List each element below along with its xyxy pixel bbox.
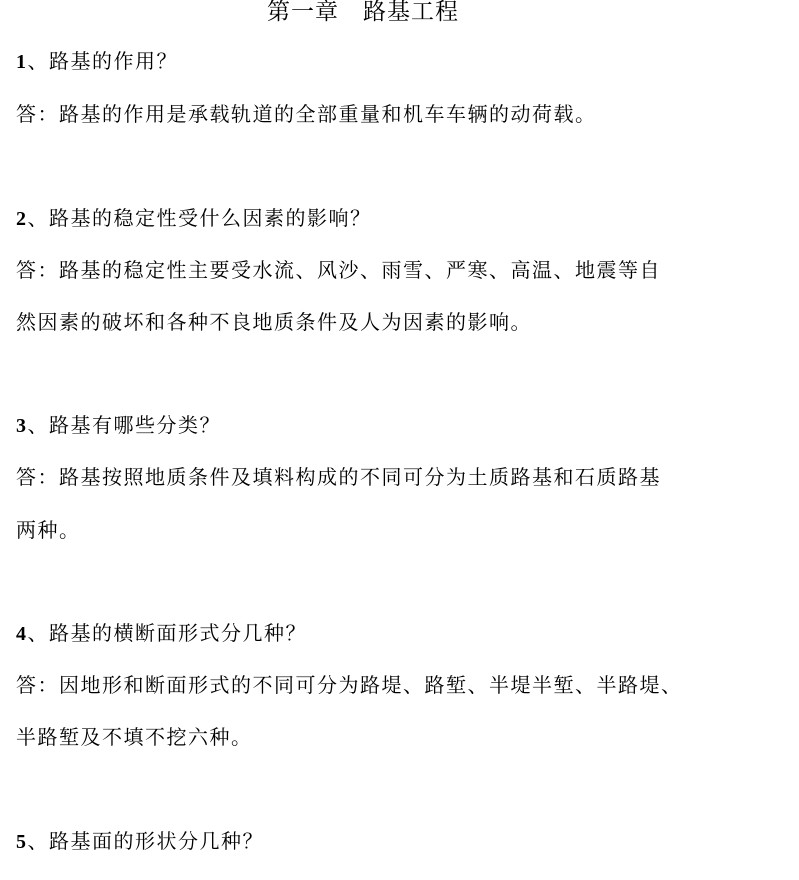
question-text: 、路基面的形状分几种？ — [27, 829, 264, 853]
answer-4-line-1: 答：因地形和断面形式的不同可分为路堤、路堑、半堤半堑、半路堤、 — [16, 673, 683, 697]
answer-2-line-2: 然因素的破坏和各种不良地质条件及人为因素的影响。 — [16, 310, 532, 334]
question-text: 、路基的稳定性受什么因素的影响？ — [27, 206, 372, 230]
question-number: 5 — [16, 831, 28, 853]
question-2 — [16, 203, 372, 234]
answer-3-line-2: 两种。 — [16, 518, 81, 542]
answer-2-line-1: 答：路基的稳定性主要受水流、风沙、雨雪、严寒、高温、地震等自 — [16, 258, 661, 282]
answer-1-line-1: 答：路基的作用是承载轨道的全部重量和机车车辆的动荷载。 — [16, 102, 597, 126]
question-text: 、路基的横断面形式分几种？ — [27, 621, 307, 645]
question-text: 、路基有哪些分类？ — [27, 413, 221, 437]
question-text: 、路基的作用？ — [27, 49, 178, 73]
question-1 — [16, 46, 178, 77]
answer-4-line-2: 半路堑及不填不挖六种。 — [16, 725, 253, 749]
answer-3-line-1: 答：路基按照地质条件及填料构成的不同可分为土质路基和石质路基 — [16, 465, 661, 489]
question-number: 4 — [16, 623, 28, 645]
question-5 — [16, 826, 264, 857]
question-number: 1 — [16, 51, 28, 73]
question-4 — [16, 618, 307, 649]
page-title: 第一章 路基工程 — [267, 0, 459, 25]
question-number: 3 — [16, 415, 28, 437]
question-3 — [16, 410, 221, 441]
question-number: 2 — [16, 208, 28, 230]
